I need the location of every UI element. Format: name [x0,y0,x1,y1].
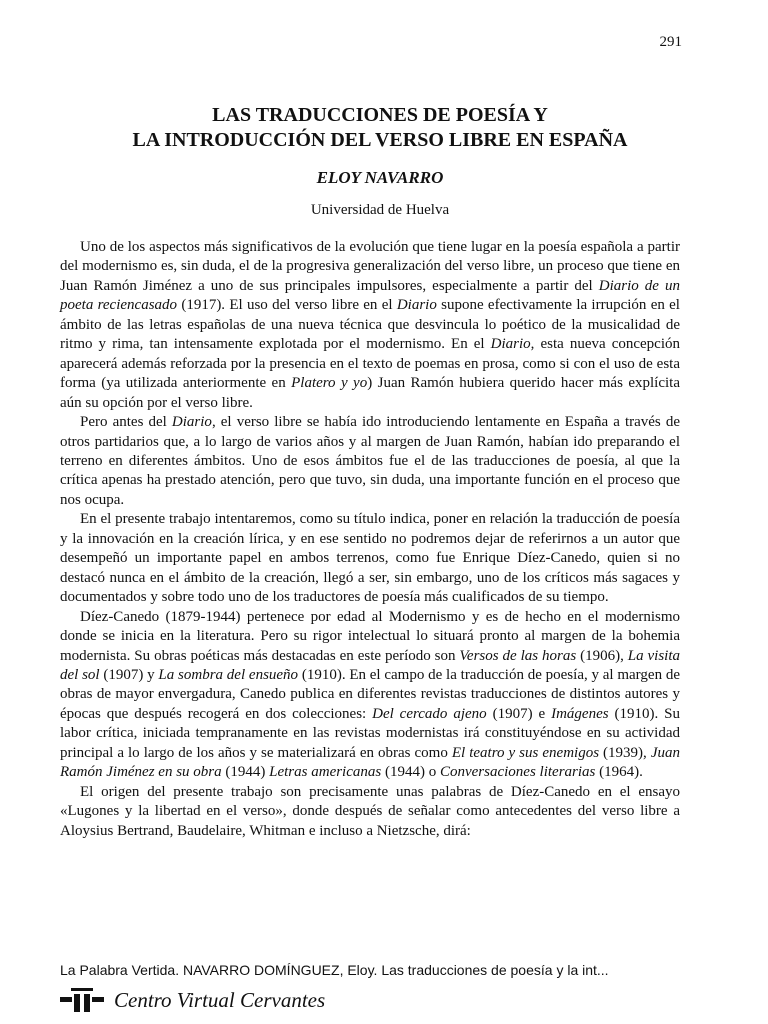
text-run: (1906), [576,647,628,664]
italic-title: Diario [171,414,212,431]
italic-title: Diario de un poeta reciencasado [60,277,680,314]
body-paragraph [60,413,680,510]
italic-title: Diario [396,297,437,314]
body-paragraph [60,510,680,607]
page-number: 291 [659,34,682,50]
text-run: (1964). [595,764,643,781]
footer-brand[interactable] [60,985,325,1015]
italic-title: Juan Ramón Jiménez en su obra [60,744,680,781]
brand-name: Centro Virtual Cervantes [114,987,326,1012]
italic-title: Imágenes [551,705,609,722]
text-run: (1944) o [381,764,440,781]
italic-title: Platero y yo [291,375,368,392]
title-line-2: LA INTRODUCCIÓN DEL VERSO LIBRE EN ESPAÑA [132,129,628,151]
body-paragraph [60,783,680,841]
italic-title: La sombra del ensueño [158,666,299,683]
cervantes-logo-icon [60,988,104,1012]
italic-title: Conversaciones literarias [439,764,596,781]
text-run: , esta nueva concepción aparecerá además reforzada por la presencia en el texto de poemas en prosa, como si con el uso de esta forma (ya utilizada anteriormente en [60,336,680,392]
italic-title: Del cercado ajeno [372,705,487,722]
author-name: ELOY NAVARRO [316,168,444,187]
text-run: (1910). En el campo de la traducción de poesía, y al margen de obras de mayor envergadura, Canedo publica en diferentes revistas traducciones de distintos autores y épocas que después recogerá en dos colecciones: [60,666,680,722]
article-body [60,238,680,841]
text-run: El origen del presente trabajo son precisamente unas palabras de Díez-Canedo en el ensayo «Lugones y la libertad en el verso», donde después de señalar como antecedentes del verso libre a Aloysius Bertrand, Baudelaire, Whitman e incluso a Nietzsche, dirá: [60,783,680,839]
italic-title: Versos de las horas [459,647,577,664]
text-run: (1907) y [99,666,159,683]
title-line-1: LAS TRADUCCIONES DE POESÍA Y [212,104,548,126]
body-paragraph [60,608,680,783]
article-title [60,103,700,153]
text-run: Uno de los aspectos más significativos de la evolución que tiene lugar en la poesía española a partir del modernismo es, sin duda, el de la progresiva generalización del verso libre, un proceso que tiene en Juan Ramón Jiménez a uno de sus principales impulsores, especialmente a partir del [60,239,680,294]
text-run: supone efectivamente la irrupción en el ámbito de las letras españolas de una nueva técnica que desvincula lo poético de la musicalidad de ritmo y rima, tan intensamente explotada por el modernismo. En el [60,297,680,353]
text-run: (1907) e [486,705,552,722]
italic-title: Diario [490,336,531,353]
italic-title: La visita del sol [60,647,680,683]
text-run: (1944) [221,764,270,781]
italic-title: Letras americanas [269,764,382,781]
text-run: Pero antes del [80,414,172,431]
text-run: (1917). El uso del verso libre en el [177,297,397,314]
text-run: Díez-Canedo (1879-1944) pertenece por edad al Modernismo y es de hecho en el modernismo donde se inicia en la literatura. Pero su rigor intelectual lo situará pronto al margen de la bohemia modernista. Su obras poéticas más destacadas en este período son [60,608,680,664]
text-run: (1939), [599,744,651,761]
author-affiliation: Universidad de Huelva [310,202,450,218]
body-paragraph [60,238,680,413]
text-run: (1910). Su labor crítica, iniciada tempranamente en las revistas modernistas irá constituyéndose en su actividad principal a lo largo de los años y se materializará en obras como [60,705,680,761]
italic-title: El teatro y sus enemigos [451,744,600,761]
footer-reference[interactable]: La Palabra Vertida. NAVARRO DOMÍNGUEZ, Eloy. Las traducciones de poesía y la int... [60,962,609,978]
text-run: ) Juan Ramón hubiera querido hacer más explícita aún su opción por el verso libre. [60,375,680,411]
text-run: , el verso libre se había ido introduciendo lentamente en España a través de otros partidarios que, a lo largo de varios años y al margen de Juan Ramón, habían ido preparando el terreno en diferentes ámbitos. Uno de esos ámbitos fue el de las traducciones de poesía, al que la crítica apenas ha prestado atención, pero que tuvo, sin duda, una importante función en el proceso que nos ocupa. [60,414,681,508]
text-run: En el presente trabajo intentaremos, como su título indica, poner en relación la traducción de poesía y la innovación en la creación lírica, y en ese sentido no podremos dejar de referirnos a un autor que desempeñó un importante papel en ambos terrenos, como fue Enrique Díez-Canedo, quien si no destacó nunca en el ámbito de la creación, llegó a ser, sin embargo, uno de los críticos más sagaces y documentados y sobre todo uno de los traductores de poesía más cualificados de su tiempo. [60,511,680,606]
